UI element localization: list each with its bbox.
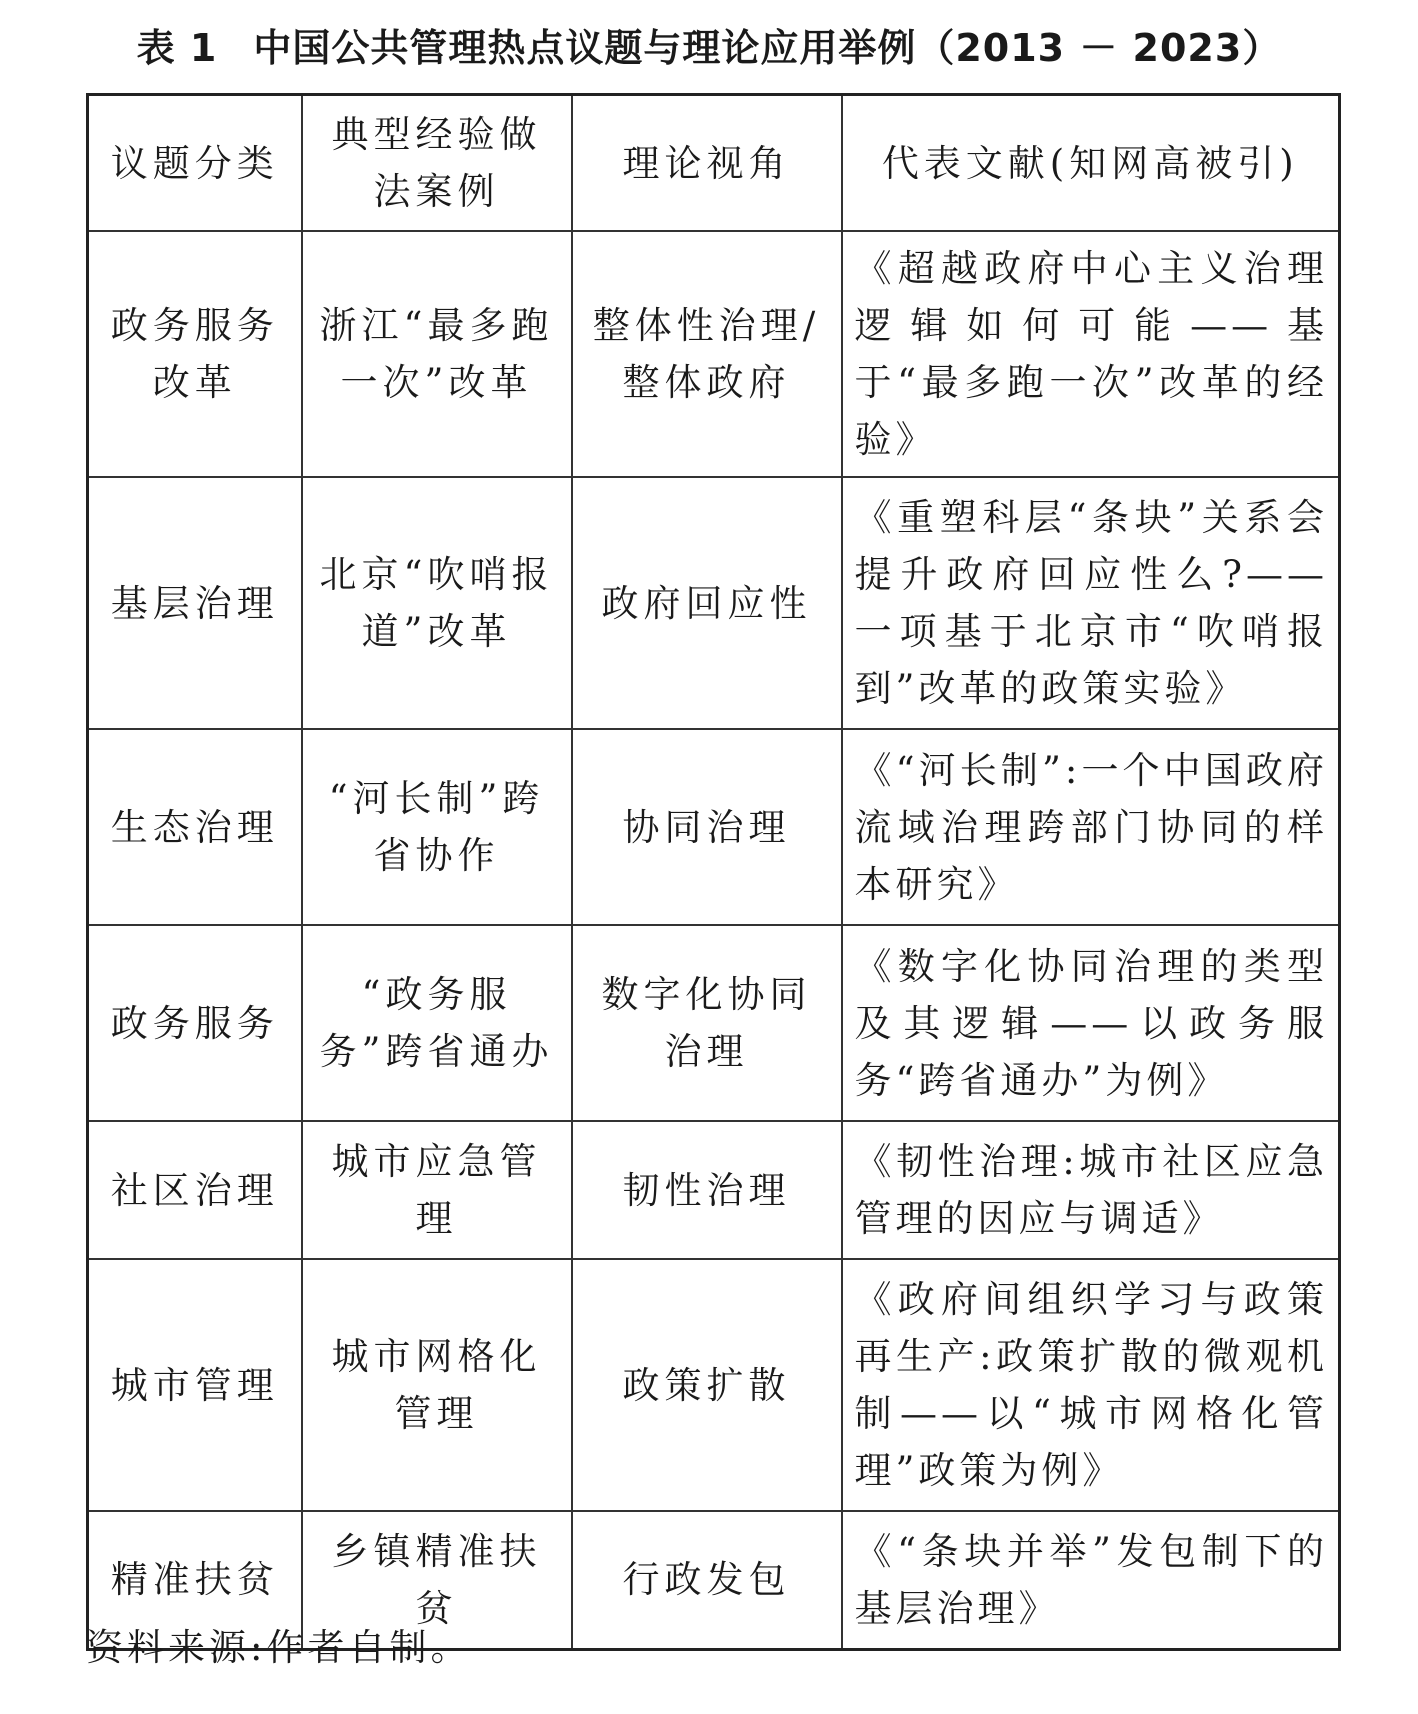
header-theory: 理论视角 xyxy=(572,95,842,232)
hot-topics-table xyxy=(86,93,1341,1651)
theory-cell: 政策扩散 xyxy=(572,1259,842,1511)
case-cell: 乡镇精准扶贫 xyxy=(302,1511,572,1649)
header-case: 典型经验做法案例 xyxy=(302,95,572,232)
literature-cell: 《数字化协同治理的类型及其逻辑——以政务服务“跨省通办”为例》 xyxy=(842,925,1340,1121)
category-cell: 城市管理 xyxy=(88,1259,302,1511)
literature-cell: 《韧性治理:城市社区应急管理的因应与调适》 xyxy=(842,1121,1340,1259)
category-cell: 政务服务 xyxy=(88,925,302,1121)
header-category: 议题分类 xyxy=(88,95,302,232)
header-literature: 代表文献(知网高被引) xyxy=(842,95,1340,232)
category-cell: 政务服务改革 xyxy=(88,231,302,477)
literature-cell: 《超越政府中心主义治理逻辑如何可能——基于“最多跑一次”改革的经验》 xyxy=(842,231,1340,477)
table-row xyxy=(88,729,1340,925)
theory-cell: 协同治理 xyxy=(572,729,842,925)
literature-cell: 《重塑科层“条块”关系会提升政府回应性么?——一项基于北京市“吹哨报到”改革的政策实验》 xyxy=(842,477,1340,729)
source-note: 资料来源:作者自制。 xyxy=(86,1626,472,1669)
table-row xyxy=(88,477,1340,729)
category-cell: 生态治理 xyxy=(88,729,302,925)
category-cell: 社区治理 xyxy=(88,1121,302,1259)
case-cell: 城市应急管理 xyxy=(302,1121,572,1259)
theory-cell: 政府回应性 xyxy=(572,477,842,729)
case-cell: 北京“吹哨报道”改革 xyxy=(302,477,572,729)
literature-cell: 《“条块并举”发包制下的基层治理》 xyxy=(842,1511,1340,1649)
case-cell: “政务服务”跨省通办 xyxy=(302,925,572,1121)
table-row xyxy=(88,1121,1340,1259)
case-cell: “河长制”跨省协作 xyxy=(302,729,572,925)
table-row xyxy=(88,925,1340,1121)
header-row xyxy=(88,95,1340,232)
literature-cell: 《政府间组织学习与政策再生产:政策扩散的微观机制——以“城市网格化管理”政策为例》 xyxy=(842,1259,1340,1511)
case-cell: 浙江“最多跑一次”改革 xyxy=(302,231,572,477)
table-row xyxy=(88,1259,1340,1511)
table-row xyxy=(88,231,1340,477)
case-cell: 城市网格化管理 xyxy=(302,1259,572,1511)
theory-cell: 整体性治理/整体政府 xyxy=(572,231,842,477)
table-number: 表 1 xyxy=(136,26,218,70)
table-title xyxy=(0,22,1418,74)
category-cell: 基层治理 xyxy=(88,477,302,729)
theory-cell: 行政发包 xyxy=(572,1511,842,1649)
theory-cell: 韧性治理 xyxy=(572,1121,842,1259)
literature-cell: 《“河长制”:一个中国政府流域治理跨部门协同的样本研究》 xyxy=(842,729,1340,925)
theory-cell: 数字化协同治理 xyxy=(572,925,842,1121)
category-cell: 精准扶贫 xyxy=(88,1511,302,1649)
table-title-text: 中国公共管理热点议题与理论应用举例（2013 － 2023） xyxy=(253,26,1282,70)
